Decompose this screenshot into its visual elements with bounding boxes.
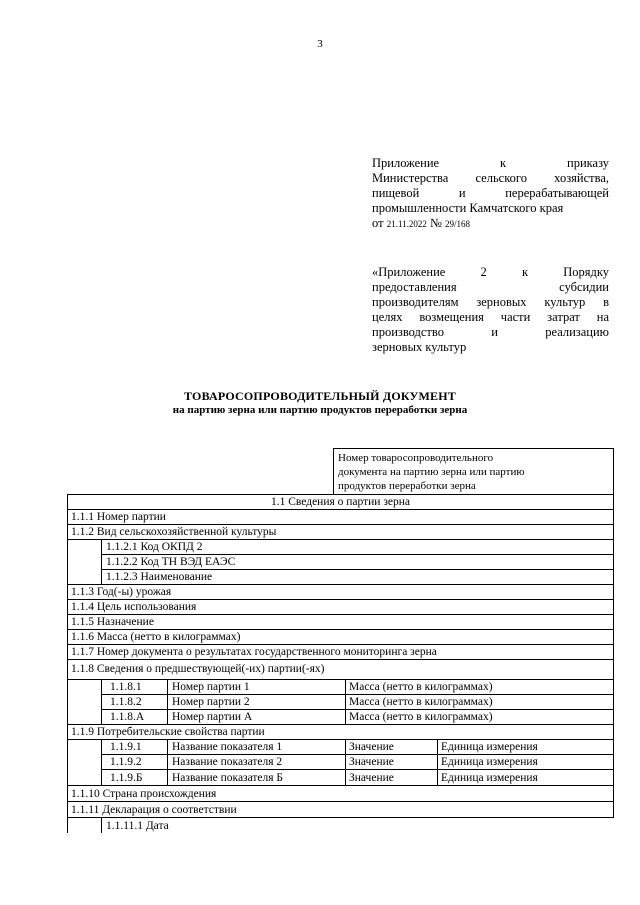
- appendix2-line2: предоставления субсидии: [372, 280, 609, 294]
- row-declaration-date: 1.1.11.1 Дата: [106, 820, 169, 832]
- property-unit: Единица измерения: [441, 772, 538, 784]
- prev-batch-code: 1.1.8.А: [110, 711, 145, 723]
- row-country-of-origin: 1.1.10 Страна происхождения: [71, 788, 217, 800]
- appendix1-number-sign: №: [429, 216, 442, 230]
- prev-batch-name: Номер партии 1: [172, 681, 250, 693]
- prev-batch-code: 1.1.8.1: [110, 681, 142, 693]
- property-code: 1.1.9.Б: [110, 772, 143, 784]
- appendix-order-reference: [372, 156, 609, 232]
- appendix2-line4: целях возмещения части затрат на: [372, 310, 609, 324]
- appendix1-line1: Приложение к приказу: [372, 156, 609, 170]
- number-box-line3: продуктов переработки зерна: [338, 480, 476, 492]
- number-box-right-border: [613, 448, 614, 494]
- prev-batch-name: Номер партии А: [172, 711, 253, 723]
- page-number: 3: [317, 38, 323, 50]
- property-value: Значение: [349, 772, 394, 784]
- number-box-top-border: [333, 448, 614, 449]
- row-net-mass: 1.1.6 Масса (нетто в килограммах): [71, 631, 241, 643]
- property-unit: Единица измерения: [441, 756, 538, 768]
- document-number-label: [338, 451, 598, 493]
- property-unit: Единица измерения: [441, 741, 538, 753]
- property-name: Название показателя 1: [172, 741, 283, 753]
- row-okpd2-code: 1.1.2.1 Код ОКПД 2: [106, 541, 203, 553]
- document-subtitle: на партию зерна или партию продуктов переработки зерна: [172, 404, 468, 416]
- section-title: 1.1 Сведения о партии зерна: [270, 496, 410, 508]
- row-crop-name: 1.1.2.3 Наименование: [106, 571, 213, 583]
- prev-batch-mass: Масса (нетто в килограммах): [349, 681, 493, 693]
- appendix1-line3: пищевой и перерабатывающей: [372, 186, 609, 200]
- document-title: ТОВАРОСОПРОВОДИТЕЛЬНЫЙ ДОКУМЕНТ: [184, 389, 456, 403]
- appendix1-line4: промышленности Камчатского края: [372, 201, 564, 215]
- appendix1-date-prefix: от: [372, 216, 384, 230]
- appendix2-line1: «Приложение 2 к Порядку: [372, 265, 609, 279]
- prev-batch-code: 1.1.8.2: [110, 696, 142, 708]
- appendix1-line2: Министерства сельского хозяйства,: [372, 171, 609, 185]
- property-code: 1.1.9.1: [110, 741, 142, 753]
- row-declaration-of-conformity: 1.1.11 Декларация о соответствии: [71, 804, 237, 816]
- row-crop-type: 1.1.2 Вид сельскохозяйственной культуры: [71, 526, 277, 538]
- prev-batch-mass: Масса (нетто в килограммах): [349, 711, 493, 723]
- row-consumer-properties: 1.1.9 Потребительские свойства партии: [71, 726, 265, 738]
- appendix2-line5: производство и реализацию: [372, 325, 609, 339]
- appendix2-line6: зерновых культур: [372, 340, 467, 354]
- row-harvest-year: 1.1.3 Год(-ы) урожая: [71, 586, 172, 598]
- appendix1-number: 29/168: [445, 219, 471, 229]
- row-previous-batches: 1.1.8 Сведения о предшествующей(-их) партии(-ях): [71, 663, 325, 675]
- property-value: Значение: [349, 756, 394, 768]
- property-value: Значение: [349, 741, 394, 753]
- property-name: Название показателя 2: [172, 756, 283, 768]
- prev-batch-mass: Масса (нетто в килограммах): [349, 696, 493, 708]
- property-code: 1.1.9.2: [110, 756, 142, 768]
- property-name: Название показателя Б: [172, 772, 284, 784]
- row-designation: 1.1.5 Назначение: [71, 616, 154, 628]
- number-box-line2: документа на партию зерна или партию: [338, 466, 525, 478]
- row-purpose-of-use: 1.1.4 Цель использования: [71, 601, 197, 613]
- number-box-left-border: [333, 448, 334, 494]
- appendix1-date: 21.11.2022: [386, 219, 427, 229]
- row-monitoring-document: 1.1.7 Номер документа о результатах государственного мониторинга зерна: [71, 646, 437, 658]
- prev-batch-name: Номер партии 2: [172, 696, 250, 708]
- row-tnved-code: 1.1.2.2 Код ТН ВЭД ЕАЭС: [106, 556, 236, 568]
- appendix1-date-line: [372, 216, 609, 232]
- appendix-procedure-reference: [372, 265, 609, 355]
- number-box-line1: Номер товаросопроводительного: [338, 452, 494, 464]
- row-batch-number: 1.1.1 Номер партии: [71, 511, 166, 523]
- appendix2-line3: производителям зерновых культур в: [372, 295, 609, 309]
